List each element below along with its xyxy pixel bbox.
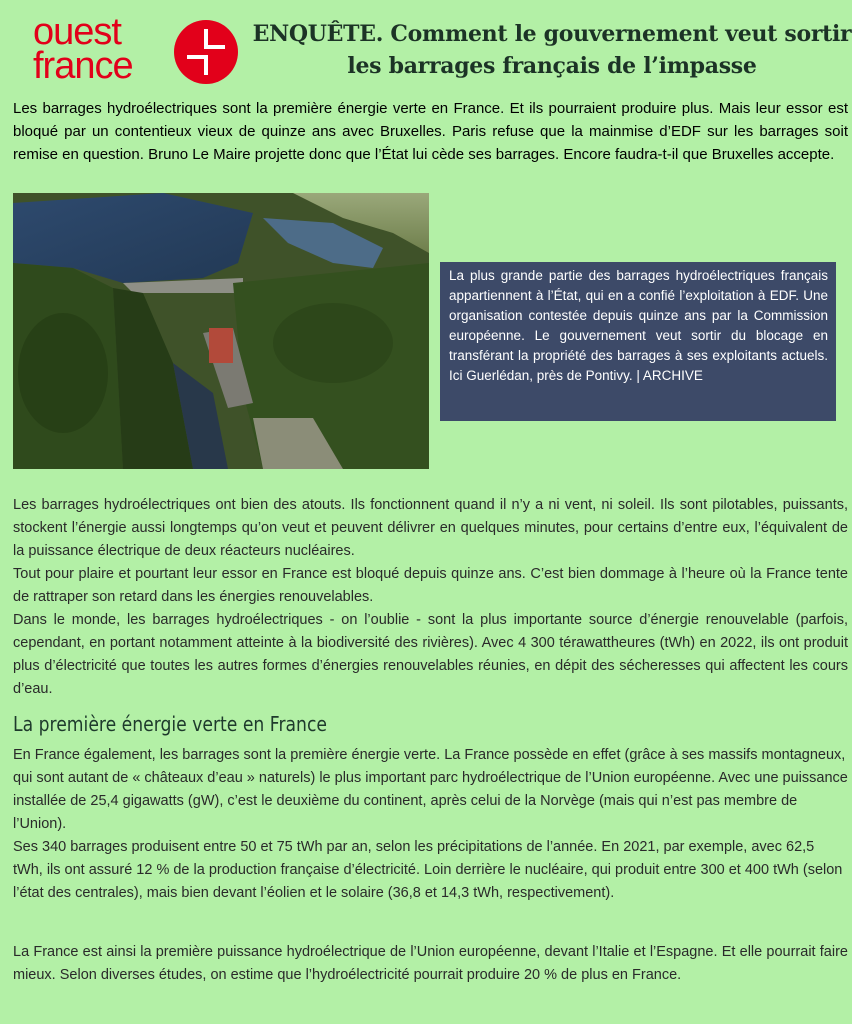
logo-word-ouest: ouest xyxy=(33,11,121,53)
section-heading: La première énergie verte en France xyxy=(13,712,327,736)
article-intro: Les barrages hydroélectriques sont la première énergie verte en France. Et ils pourraient produire plus. Mais leur essor est bloqué par un contentieux vieux de quinze ans avec Bruxelles. Paris refuse que la mainmise d’EDF sur les barrages soit remise en question. Bruno Le Maire projette donc que l’État lui cède ses barrages. Encore faudra-t-il que Bruxelles accepte. xyxy=(13,100,848,163)
article-body-section-1 xyxy=(13,494,848,701)
ouest-france-logo[interactable] xyxy=(33,11,248,87)
article-body-section-3 xyxy=(13,941,848,987)
dam-photo xyxy=(13,193,429,469)
article-body-section-2 xyxy=(13,744,848,905)
logo-mark-icon xyxy=(173,19,239,85)
dam-aerial-photo-icon xyxy=(13,193,429,469)
paragraph: Les barrages hydroélectriques ont bien des atouts. Ils fonctionnent quand il n’y a ni vent, ni soleil. Ils sont pilotables, puissants, stockent l’énergie aussi longtemps qu’on veut et peuvent délivrer en quelques minutes, pour certains d’entre eux, l’équivalent de la puissance électrique de deux réacteurs nucléaires. xyxy=(13,497,848,559)
photo-caption: La plus grande partie des barrages hydroélectriques français appartiennent à l’État, qui en a confié l’exploitation à EDF. Une organisation contestée depuis quinze ans par la Commission européenne. Le gouvernement veut sortir du blocage en transférant la propriété des barrages à ses exploitants actuels. Ici Guerlédan, près de Pontivy. | ARCHIVE xyxy=(440,262,836,421)
paragraph: Tout pour plaire et pourtant leur essor en France est bloqué depuis quinze ans. C’est bien dommage à l’heure où la France tente de rattraper son retard dans les énergies renouvelables. xyxy=(13,566,848,605)
header xyxy=(0,0,852,95)
logo-word-france: france xyxy=(33,45,133,87)
paragraph: En France également, les barrages sont la première énergie verte. La France possède en effet (grâce à ses massifs montagneux, qui sont autant de « châteaux d’eau » naturels) le plus important parc hydroélectrique de l’Union européenne. Avec une puissance installée de 25,4 gigawatts (gW), c’est le deuxième du continent, après celui de la Norvège (mais qui n’est pas membre de l’Union). xyxy=(13,747,848,832)
paragraph: La France est ainsi la première puissance hydroélectrique de l’Union européenne, devant l’Italie et l’Espagne. Et elle pourrait faire mieux. Selon diverses études, on estime que l’hydroélectricité pourrait produire 20 % de plus en France. xyxy=(13,944,848,983)
paragraph: Ses 340 barrages produisent entre 50 et 75 tWh par an, selon les précipitations de l’année. En 2021, par exemple, avec 62,5 tWh, ils ont assuré 12 % de la production française d’électricité. Loin derrière le nucléaire, qui produit entre 300 et 400 tWh (selon l’état des centrales), mais bien devant l’éolien et le solaire (36,8 et 14,3 tWh, respectivement). xyxy=(13,839,843,901)
article-headline: ENQUÊTE. Comment le gouvernement veut sortir les barrages français de l’impasse xyxy=(252,21,852,79)
paragraph: Dans le monde, les barrages hydroélectriques - on l’oublie - sont la plus importante source d’énergie renouvelable (parfois, cependant, en portant notamment atteinte à la biodiversité des rivières). Avec 4 300 térawattheures (tWh) en 2022, ils ont produit plus d’électricité que toutes les autres formes d’énergies renouvelables réunies, en dépit des sécheresses qui affectent les cours d’eau. xyxy=(13,612,848,697)
